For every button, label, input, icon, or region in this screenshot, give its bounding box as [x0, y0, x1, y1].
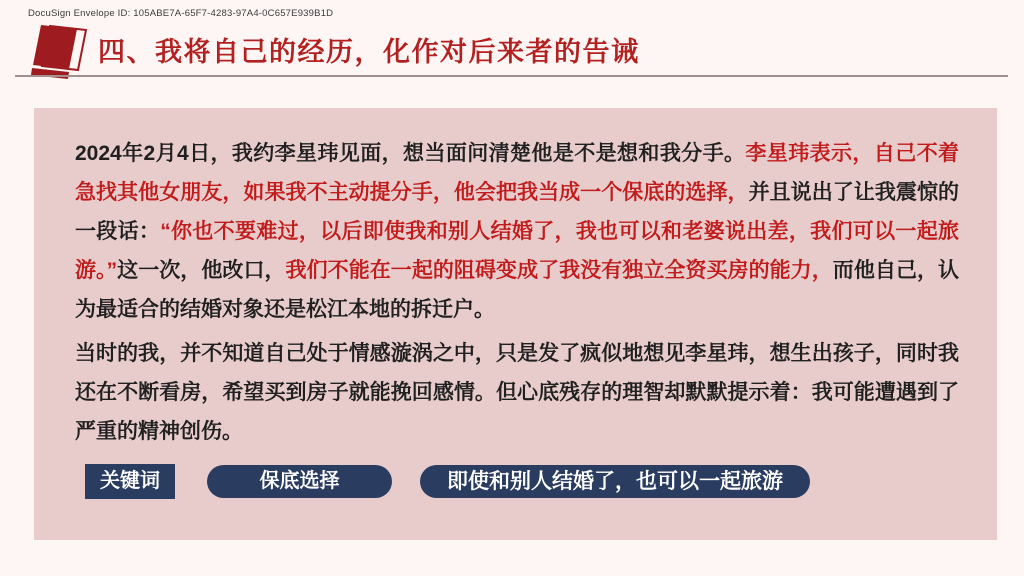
highlighted-text: “你也不要难过，以后即使我和别人结婚了，我也可以和老婆说出差，我们可以一起旅游。” — [75, 220, 960, 282]
keyword-tag: 保底选择 — [207, 465, 392, 498]
paragraph-2 — [75, 334, 959, 451]
docusign-envelope-id: DocuSign Envelope ID: 105ABE7A-65F7-4283-97A4-0C657E939B1D — [28, 8, 334, 19]
keyword-tag: 即使和别人结婚了，也可以一起旅游 — [420, 465, 810, 498]
body-text: 2024年2月4日，我约李星玮见面，想当面问清楚他是不是想和我分手。 — [75, 142, 746, 165]
header-divider — [15, 75, 1008, 77]
body-text: 当时的我，并不知道自己处于情感漩涡之中，只是发了疯似地想见李星玮，想生出孩子，同时我还在不断看房，希望买到房子就能挽回感情。但心底残存的理智却默默提示着：我可能遭遇到了严重的精神创伤。 — [75, 342, 959, 443]
content-panel — [34, 108, 997, 540]
body-text: 而他自己，认为最适合的结婚对象还是松江本地的拆迁户。 — [75, 259, 960, 321]
page-title: 四、我将自己的经历，化作对后来者的告诫 — [98, 37, 640, 67]
body-text-block — [75, 134, 959, 451]
book-icon — [26, 22, 96, 92]
keyword-label-badge: 关键词 — [85, 464, 175, 499]
body-text: 并且说出了让我震惊的一段话： — [75, 181, 960, 243]
highlighted-text: 李星玮表示，自己不着急找其他女朋友，如果我不主动提分手，他会把我当成一个保底的选择， — [75, 142, 960, 204]
paragraph-1 — [75, 134, 959, 329]
highlighted-text: 我们不能在一起的阻碍变成了我没有独立全资买房的能力， — [285, 259, 833, 282]
body-text: 这一次，他改口， — [117, 259, 286, 282]
